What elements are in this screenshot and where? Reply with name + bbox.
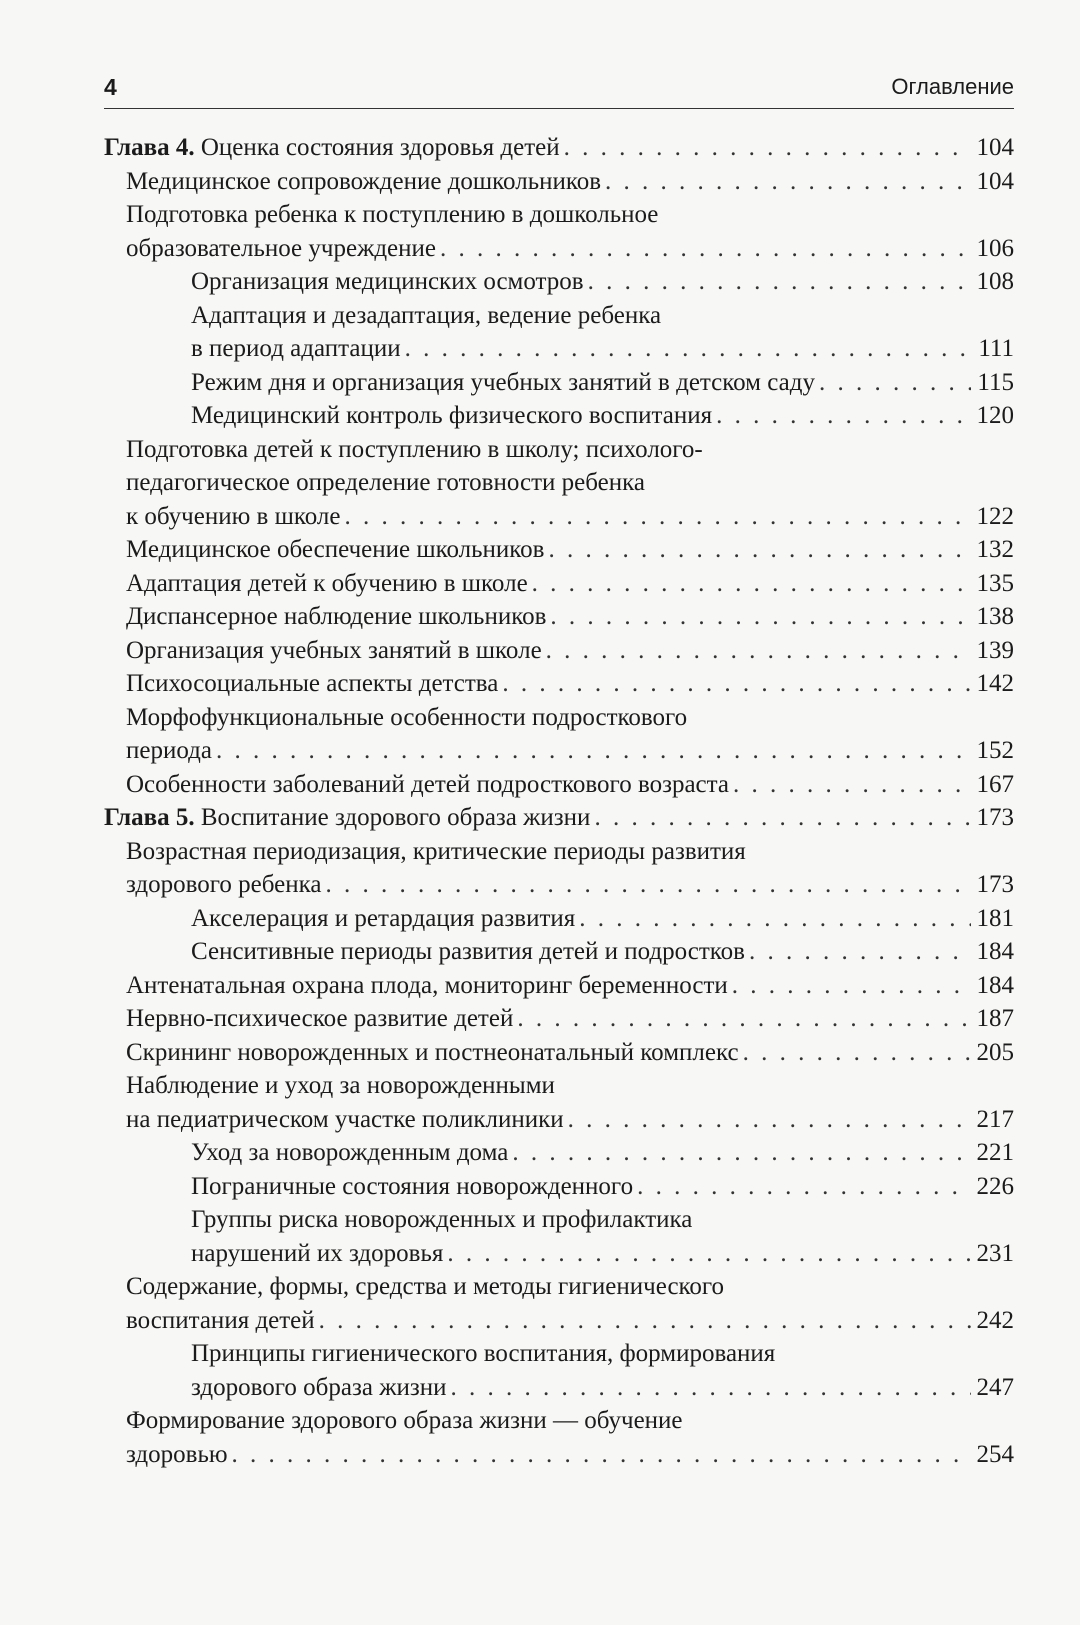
toc-page-number: 187 <box>971 1002 1015 1036</box>
toc-line <box>104 232 1014 266</box>
toc-line <box>104 701 1014 735</box>
toc-line <box>104 667 1014 701</box>
toc-line <box>104 466 1014 500</box>
dot-leader <box>716 399 970 433</box>
dot-leader <box>579 902 970 936</box>
toc-line <box>104 902 1014 936</box>
toc-line <box>104 1170 1014 1204</box>
dot-leader <box>568 1103 971 1137</box>
toc-line <box>104 265 1014 299</box>
toc-entry-text: к обучению в школе <box>126 502 341 530</box>
toc-entry-title <box>126 469 645 496</box>
toc-entry-text: Адаптация и дезадаптация, ведение ребенка <box>191 301 662 329</box>
toc-entry-text: Оценка состояния здоровья детей <box>200 134 560 161</box>
toc-entry-text: здорового ребенка <box>126 871 322 898</box>
toc-page-number: 142 <box>971 667 1015 701</box>
toc-page-number: 138 <box>971 600 1015 634</box>
toc-line <box>104 768 1014 802</box>
toc-line <box>104 1136 1014 1170</box>
toc-line <box>104 165 1014 199</box>
toc-page-number: 226 <box>971 1170 1015 1204</box>
toc-line <box>104 299 1014 333</box>
toc-entry-title <box>191 332 405 366</box>
dot-leader <box>232 1438 971 1472</box>
toc-page-number: 132 <box>971 533 1015 567</box>
toc-chapter <box>104 131 1014 165</box>
toc-entry-title <box>126 165 605 199</box>
toc-entry-title <box>126 1304 319 1338</box>
toc-entry-title <box>104 801 594 835</box>
toc-entry <box>104 265 1014 299</box>
toc-line <box>104 935 1014 969</box>
dot-leader <box>588 265 971 299</box>
toc-line <box>104 1337 1014 1371</box>
toc-line <box>104 399 1014 433</box>
toc-page-number: 120 <box>971 399 1015 433</box>
toc-entry-title <box>126 1407 683 1434</box>
toc-entry <box>104 433 1014 534</box>
dot-leader <box>594 801 970 835</box>
toc-page-number: 184 <box>971 935 1015 969</box>
toc-page-number: 231 <box>971 1237 1015 1271</box>
toc-line <box>104 1304 1014 1338</box>
toc-entry-title <box>126 969 732 1003</box>
dot-leader <box>733 768 971 802</box>
toc-page-number: 173 <box>971 868 1015 902</box>
running-title: Оглавление <box>891 74 1014 99</box>
toc-entry <box>104 533 1014 567</box>
toc-line <box>104 533 1014 567</box>
toc-entry-title <box>191 399 716 433</box>
dot-leader <box>502 667 970 701</box>
toc-line <box>104 1237 1014 1271</box>
toc-entry-text: Возрастная периодизация, критические периоды развития <box>126 837 746 865</box>
toc-page-number: 217 <box>971 1103 1015 1137</box>
toc-entry-text: Подготовка детей к поступлению в школу; психолого- <box>126 435 703 463</box>
toc-entry <box>104 935 1014 969</box>
toc-entry <box>104 634 1014 668</box>
toc-entry-title <box>126 533 548 567</box>
toc-page-number: 106 <box>971 232 1015 266</box>
toc-entry-text: в период адаптации <box>191 335 401 362</box>
toc-page-number: 111 <box>972 332 1014 366</box>
toc-page-number: 247 <box>971 1371 1015 1405</box>
toc-entry-text: Организация медицинских осмотров <box>191 268 584 295</box>
toc-entry-title <box>126 667 502 701</box>
dot-leader <box>517 1002 970 1036</box>
toc-line <box>104 969 1014 1003</box>
toc-page-number: 139 <box>971 634 1015 668</box>
toc-entry-text: Медицинское сопровождение дошкольников <box>126 167 602 195</box>
toc-entry <box>104 567 1014 601</box>
toc-entry-title <box>191 1371 450 1405</box>
toc-entry-title <box>126 634 546 668</box>
toc-entry <box>104 299 1014 366</box>
toc-line <box>104 1270 1014 1304</box>
toc-entry <box>104 1069 1014 1136</box>
toc-entry <box>104 1404 1014 1471</box>
toc-entry-text: периода <box>126 737 212 764</box>
toc-entry <box>104 1270 1014 1337</box>
header-rule <box>104 108 1014 109</box>
toc-entry-title <box>126 1103 568 1137</box>
toc-entry-title <box>126 1036 743 1070</box>
dot-leader <box>440 232 970 266</box>
toc-entry <box>104 1002 1014 1036</box>
toc-page-number: 104 <box>971 165 1015 199</box>
toc-entry-text: Принципы гигиенического воспитания, формирования <box>191 1340 776 1367</box>
toc-entry-text: Формирование здорового образа жизни — обучение <box>126 1407 683 1434</box>
dot-leader <box>325 868 970 902</box>
toc-entry-title <box>191 902 579 936</box>
toc-page-number: 205 <box>971 1036 1015 1070</box>
toc-entry-text: Психосоциальные аспекты детства <box>126 670 499 697</box>
toc-entry <box>104 902 1014 936</box>
toc-entry-title <box>191 1237 447 1271</box>
toc-entry-title <box>126 1002 517 1036</box>
toc-entry-title <box>104 131 564 165</box>
toc-line <box>104 1371 1014 1405</box>
toc-entry <box>104 667 1014 701</box>
toc-entry <box>104 165 1014 199</box>
toc-page-number: 181 <box>971 902 1015 936</box>
dot-leader <box>450 1371 970 1405</box>
toc-entry-title <box>126 734 216 768</box>
dot-leader <box>637 1170 970 1204</box>
toc-entry-title <box>191 265 588 299</box>
dot-leader <box>819 366 971 400</box>
toc-entry-title <box>191 1170 637 1204</box>
toc-line <box>104 835 1014 869</box>
dot-leader <box>564 131 971 165</box>
toc-line <box>104 1036 1014 1070</box>
dot-leader <box>344 500 970 534</box>
toc-entry-text: Диспансерное наблюдение школьников <box>126 603 547 630</box>
toc-entry-text: Организация учебных занятий в школе <box>126 636 542 664</box>
toc-entry-title <box>191 1206 692 1233</box>
toc-entry <box>104 1170 1014 1204</box>
toc-entry-text: нарушений их здоровья <box>191 1239 444 1267</box>
dot-leader <box>546 634 971 668</box>
dot-leader <box>550 600 970 634</box>
toc-entry-title <box>191 366 819 400</box>
toc-line <box>104 734 1014 768</box>
toc-entry-title <box>126 600 550 634</box>
toc-line <box>104 500 1014 534</box>
dot-leader <box>548 533 970 567</box>
toc-page-number: 242 <box>971 1304 1015 1338</box>
toc-page-number: 135 <box>971 567 1015 601</box>
toc-entry <box>104 366 1014 400</box>
toc-entry-text: Медицинское обеспечение школьников <box>126 536 545 563</box>
toc-entry-text: Воспитание здорового образа жизни <box>200 804 591 831</box>
toc-entry-text: Наблюдение и уход за новорожденными <box>126 1072 555 1099</box>
toc-entry <box>104 701 1014 768</box>
toc-entry-title <box>126 838 746 865</box>
toc-entry-text: здоровью <box>126 1440 228 1468</box>
toc-line <box>104 1002 1014 1036</box>
chapter-label: Глава 4. <box>104 134 195 161</box>
toc-line <box>104 634 1014 668</box>
toc-entry <box>104 600 1014 634</box>
page-header <box>104 74 1014 108</box>
toc-entry <box>104 399 1014 433</box>
dot-leader <box>216 734 971 768</box>
toc-entry-title <box>126 232 440 266</box>
toc-page-number: 122 <box>971 500 1015 534</box>
page-number: 4 <box>104 74 117 100</box>
toc-line <box>104 131 1014 165</box>
toc-page-number: 104 <box>971 131 1015 165</box>
toc-line <box>104 332 1014 366</box>
toc-entry-title <box>126 1438 232 1472</box>
toc-page-number: 173 <box>971 801 1015 835</box>
toc-chapter <box>104 801 1014 835</box>
dot-leader <box>749 935 971 969</box>
toc-line <box>104 1103 1014 1137</box>
toc-page-number: 152 <box>971 734 1015 768</box>
toc-page-number: 108 <box>971 265 1015 299</box>
table-of-contents <box>104 131 1014 1471</box>
toc-entry <box>104 1203 1014 1270</box>
toc-page-number: 115 <box>971 366 1014 400</box>
toc-entry <box>104 768 1014 802</box>
toc-entry-title <box>126 201 658 228</box>
toc-entry-text: Морфофункциональные особенности подросткового <box>126 703 688 731</box>
toc-entry-text: Режим дня и организация учебных занятий в детском саду <box>191 368 815 396</box>
toc-entry-title <box>191 935 749 969</box>
toc-entry-text: педагогическое определение готовности ребенка <box>126 469 645 496</box>
dot-leader <box>532 567 971 601</box>
toc-entry <box>104 835 1014 902</box>
toc-entry <box>104 1337 1014 1404</box>
toc-entry <box>104 969 1014 1003</box>
toc-line <box>104 567 1014 601</box>
toc-line <box>104 198 1014 232</box>
toc-entry-text: на педиатрическом участке поликлиники <box>126 1105 564 1133</box>
toc-page-number: 221 <box>971 1136 1015 1170</box>
toc-entry-text: Пограничные состояния новорожденного <box>191 1172 634 1200</box>
toc-line <box>104 1404 1014 1438</box>
toc-page-number: 254 <box>971 1438 1015 1472</box>
toc-entry-text: образовательное учреждение <box>126 234 437 262</box>
toc-line <box>104 1069 1014 1103</box>
toc-line <box>104 433 1014 467</box>
toc-entry-text: Сенситивные периоды развития детей и подростков <box>191 938 745 965</box>
toc-entry-title <box>191 302 661 329</box>
toc-entry-text: Особенности заболеваний детей подросткового возраста <box>126 770 729 798</box>
toc-entry-title <box>126 1072 555 1099</box>
toc-entry-title <box>126 567 532 601</box>
toc-line <box>104 366 1014 400</box>
toc-entry-title <box>126 704 687 731</box>
toc-entry <box>104 1036 1014 1070</box>
dot-leader <box>405 332 973 366</box>
toc-entry-title <box>126 1273 724 1300</box>
toc-entry-text: Адаптация детей к обучению в школе <box>126 569 528 597</box>
toc-entry-title <box>126 500 344 534</box>
toc-entry-title <box>191 1340 775 1367</box>
toc-entry-text: Подготовка ребенка к поступлению в дошкольное <box>126 201 659 228</box>
toc-entry <box>104 198 1014 265</box>
toc-page-number: 167 <box>971 768 1015 802</box>
toc-entry-text: Акселерация и ретардация развития <box>191 904 576 932</box>
toc-page-number: 184 <box>971 969 1015 1003</box>
toc-entry-text: Нервно-психическое развитие детей <box>126 1005 514 1032</box>
toc-entry-text: здорового образа жизни <box>191 1373 447 1401</box>
chapter-label: Глава 5. <box>104 804 195 831</box>
toc-entry-title <box>126 768 733 802</box>
toc-line <box>104 868 1014 902</box>
toc-line <box>104 1438 1014 1472</box>
toc-entry-text: Медицинский контроль физического воспитания <box>191 402 713 429</box>
toc-entry-title <box>126 436 703 463</box>
toc-entry-text: Антенатальная охрана плода, мониторинг беременности <box>126 971 728 999</box>
dot-leader <box>447 1237 970 1271</box>
dot-leader <box>743 1036 971 1070</box>
toc-entry-title <box>191 1136 512 1170</box>
dot-leader <box>605 165 970 199</box>
toc-line <box>104 1203 1014 1237</box>
toc-line <box>104 600 1014 634</box>
toc-entry <box>104 1136 1014 1170</box>
toc-line <box>104 801 1014 835</box>
toc-entry-text: Скрининг новорожденных и постнеонатальный комплекс <box>126 1038 739 1066</box>
toc-entry-text: воспитания детей <box>126 1306 315 1334</box>
toc-entry-text: Группы риска новорожденных и профилактика <box>191 1206 693 1233</box>
toc-entry-text: Содержание, формы, средства и методы гигиенического <box>126 1273 725 1300</box>
dot-leader <box>732 969 971 1003</box>
toc-entry-title <box>126 868 325 902</box>
dot-leader <box>319 1304 971 1338</box>
dot-leader <box>512 1136 970 1170</box>
toc-entry-text: Уход за новорожденным дома <box>191 1139 509 1166</box>
